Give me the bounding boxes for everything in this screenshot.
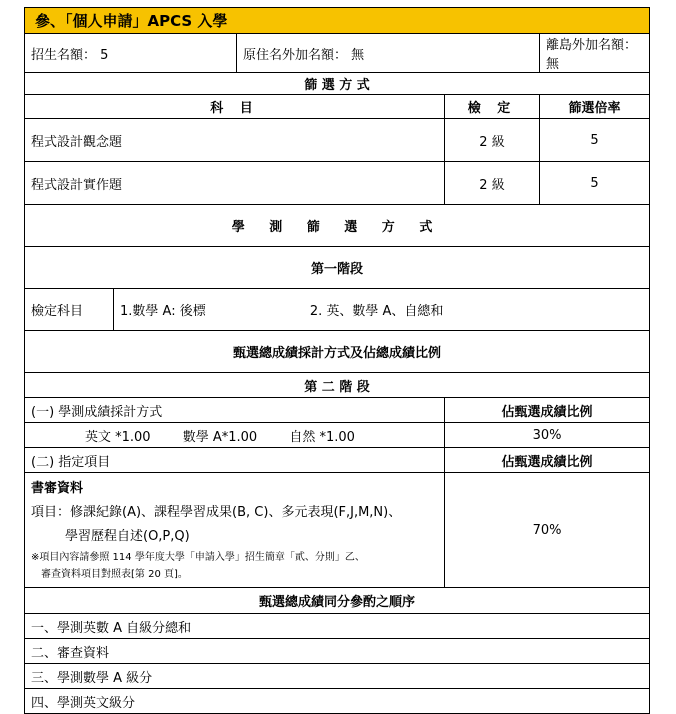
tiebreak-row [25, 639, 650, 664]
screening-level: 2 級 [445, 119, 540, 162]
screening-level: 2 級 [445, 162, 540, 205]
weights-row [25, 423, 650, 448]
gsat-title: 學 測 篩 選 方 式 [25, 205, 650, 247]
tiebreak-item: 四、學測英文級分 [25, 689, 650, 714]
section-title: 參、「個人申請」APCS 入學 [25, 8, 650, 34]
subject-label: 檢定科目 [25, 289, 114, 331]
ratio-header: 篩選倍率 [540, 95, 650, 119]
stage1-row [25, 247, 650, 289]
gsat-subjects [114, 289, 650, 331]
part2-header-row [25, 448, 650, 473]
screening-subject: 程式設計觀念題 [25, 119, 445, 162]
indigenous-quota: 原住名外加名額： 無 [237, 34, 540, 73]
gsat-subject-2: 2. 英、數學 A、自總和 [309, 304, 444, 319]
tiebreak-row [25, 664, 650, 689]
review-note-line2: 審查資料項目對照表[第 20 頁]。 [41, 569, 188, 580]
math-weight: 數學 A*1.00 [182, 429, 258, 445]
stage2-label: 第 二 階 段 [25, 373, 650, 398]
screening-title: 篩 選 方 式 [25, 73, 650, 95]
science-weight: 自然 *1.00 [289, 429, 355, 445]
enroll-quota: 招生名額： 5 [25, 34, 237, 73]
review-items-line2: 學習歷程自述(O,P,Q) [65, 529, 190, 544]
part1-ratio-label: 佔甄選成績比例 [445, 398, 650, 423]
screening-title-row [25, 73, 650, 95]
tiebreak-title-row [25, 588, 650, 614]
screening-header-row [25, 95, 650, 119]
subject-header: 科 目 [25, 95, 445, 119]
review-items-line1: 項目：修課紀錄(A)、課程學習成果(B, C)、多元表現(F,J,M,N)、 [31, 505, 402, 520]
part1-label: (一) 學測成績採計方式 [25, 398, 445, 423]
english-weight: 英文 *1.00 [85, 429, 151, 445]
screening-subject: 程式設計實作題 [25, 162, 445, 205]
stage2-row [25, 373, 650, 398]
admission-table-container [24, 7, 649, 714]
tiebreak-row [25, 614, 650, 639]
island-quota: 離島外加名額：無 [540, 34, 650, 73]
tiebreak-title: 甄選總成績同分參酌之順序 [25, 588, 650, 614]
gsat-subject-1: 1.數學 A: 後標 [120, 304, 206, 319]
review-note-line1: ※項目內容請參照 114 學年度大學「申請入學」招生簡章「貳、分則」乙、 [31, 552, 365, 563]
weights-cell [25, 423, 445, 448]
level-header: 檢 定 [445, 95, 540, 119]
screening-row [25, 162, 650, 205]
screening-ratio: 5 [540, 119, 650, 162]
part2-ratio-label: 佔甄選成績比例 [445, 448, 650, 473]
part1-header-row [25, 398, 650, 423]
tiebreak-row [25, 689, 650, 714]
review-row [25, 473, 650, 588]
admission-table [24, 7, 650, 714]
selection-title-row [25, 331, 650, 373]
gsat-subject-row [25, 289, 650, 331]
tiebreak-item: 三、學測數學 A 級分 [25, 664, 650, 689]
review-cell [25, 473, 445, 588]
gsat-title-row [25, 205, 650, 247]
section-header-row [25, 8, 650, 34]
screening-ratio: 5 [540, 162, 650, 205]
selection-title: 甄選總成績採計方式及佔總成績比例 [25, 331, 650, 373]
stage1-label: 第一階段 [25, 247, 650, 289]
screening-row [25, 119, 650, 162]
part2-ratio: 70% [445, 473, 650, 588]
tiebreak-item: 一、學測英數 A 自級分總和 [25, 614, 650, 639]
review-title: 書審資料 [31, 481, 84, 496]
part2-label: (二) 指定項目 [25, 448, 445, 473]
tiebreak-item: 二、審查資料 [25, 639, 650, 664]
quota-row [25, 34, 650, 73]
part1-ratio: 30% [445, 423, 650, 448]
